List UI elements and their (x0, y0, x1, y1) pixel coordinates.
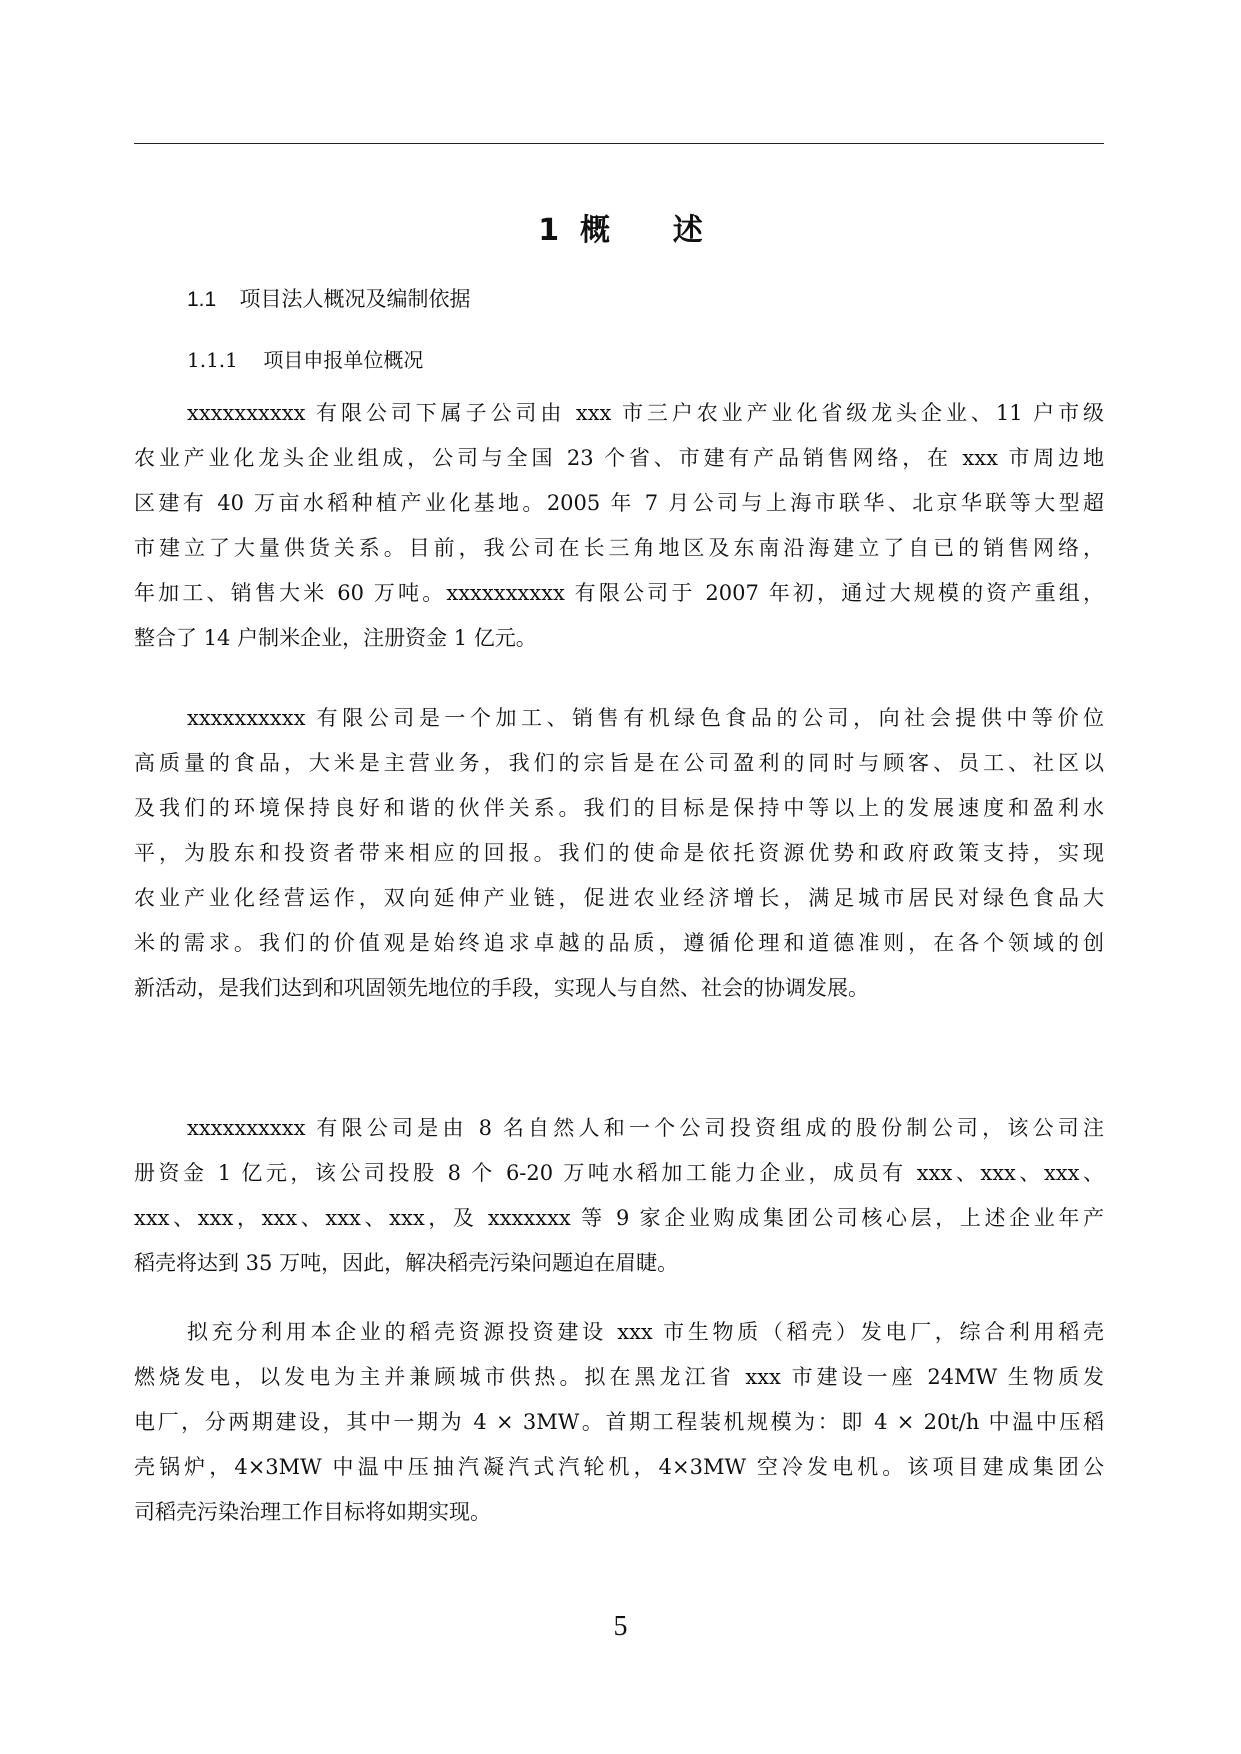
paragraph-line: 燃烧发电，以发电为主并兼顾城市供热。拟在黑龙江省 xxx 市建设一座 24MW 生物质发 (134, 1365, 1104, 1389)
paragraph-line: 市建立了大量供货关系。目前，我公司在长三角地区及东南沿海建立了自已的销售网络， (134, 536, 1104, 560)
page-number: 5 (613, 1611, 628, 1642)
paragraph-line: 电厂，分两期建设，其中一期为 4 × 3MW。首期工程装机规模为：即 4 × 20t/h 中温中压稻 (134, 1410, 1104, 1434)
header-rule (134, 143, 1104, 144)
paragraph-line: 米的需求。我们的价值观是始终追求卓越的品质，遵循伦理和道德准则，在各个领域的创 (134, 931, 1104, 955)
paragraph-line: 拟充分利用本企业的稻壳资源投资建设 xxx 市生物质（稻壳）发电厂，综合利用稻壳 (187, 1320, 1104, 1344)
paragraph-line: 册资金 1 亿元，该公司投股 8 个 6-20 万吨水稻加工能力企业，成员有 xxx、xxx、xxx、 (134, 1161, 1104, 1185)
paragraph-line: 高质量的食品，大米是主营业务，我们的宗旨是在公司盈利的同时与顾客、员工、社区以 (134, 751, 1104, 775)
paragraph-line: 农业产业化经营运作，双向延伸产业链，促进农业经济增长，满足城市居民对绿色食品大 (134, 886, 1104, 910)
paragraph-line: 整合了 14 户制米企业，注册资金 1 亿元。 (134, 626, 537, 650)
paragraph-line: 年加工、销售大米 60 万吨。xxxxxxxxxx 有限公司于 2007 年初，通过大规模的资产重组， (134, 581, 1104, 605)
paragraph-line: 新活动，是我们达到和巩固领先地位的手段，实现人与自然、社会的协调发展。 (134, 976, 869, 1000)
paragraph-line: 及我们的环境保持良好和谐的伙伴关系。我们的目标是保持中等以上的发展速度和盈利水 (134, 796, 1104, 820)
paragraph-line: 司稻壳污染治理工作目标将如期实现。 (134, 1500, 491, 1524)
paragraph-line: 平，为股东和投资者带来相应的回报。我们的使命是依托资源优势和政府政策支持，实现 (134, 841, 1104, 865)
paragraph-line: xxxxxxxxxx 有限公司是由 8 名自然人和一个公司投资组成的股份制公司，该公司注 (187, 1116, 1104, 1140)
paragraph-line: 区建有 40 万亩水稻种植产业化基地。2005 年 7 月公司与上海市联华、北京华联等大型超 (134, 491, 1104, 515)
paragraph-line: 壳锅炉，4×3MW 中温中压抽汽凝汽式汽轮机，4×3MW 空冷发电机。该项目建成集团公 (134, 1455, 1104, 1479)
subsection-heading: 1.1.1 项目申报单位概况 (187, 348, 424, 372)
paragraph-line: xxxxxxxxxx 有限公司下属子公司由 xxx 市三户农业产业化省级龙头企业、11 户市级 (187, 401, 1104, 425)
paragraph-line: xxx、xxx，xxx、xxx、xxx，及 xxxxxxx 等 9 家企业购成集团公司核心层，上述企业年产 (134, 1206, 1104, 1230)
paragraph-line: 农业产业化龙头企业组成，公司与全国 23 个省、市建有产品销售网络，在 xxx 市周边地 (134, 446, 1104, 470)
paragraph-line: 稻壳将达到 35 万吨，因此，解决稻壳污染问题迫在眉睫。 (134, 1251, 679, 1275)
section-heading: 1.1 项目法人概况及编制依据 (187, 288, 471, 311)
paragraph-line: xxxxxxxxxx 有限公司是一个加工、销售有机绿色食品的公司，向社会提供中等价位 (187, 706, 1104, 730)
chapter-title: 1 概 述 (538, 213, 703, 248)
